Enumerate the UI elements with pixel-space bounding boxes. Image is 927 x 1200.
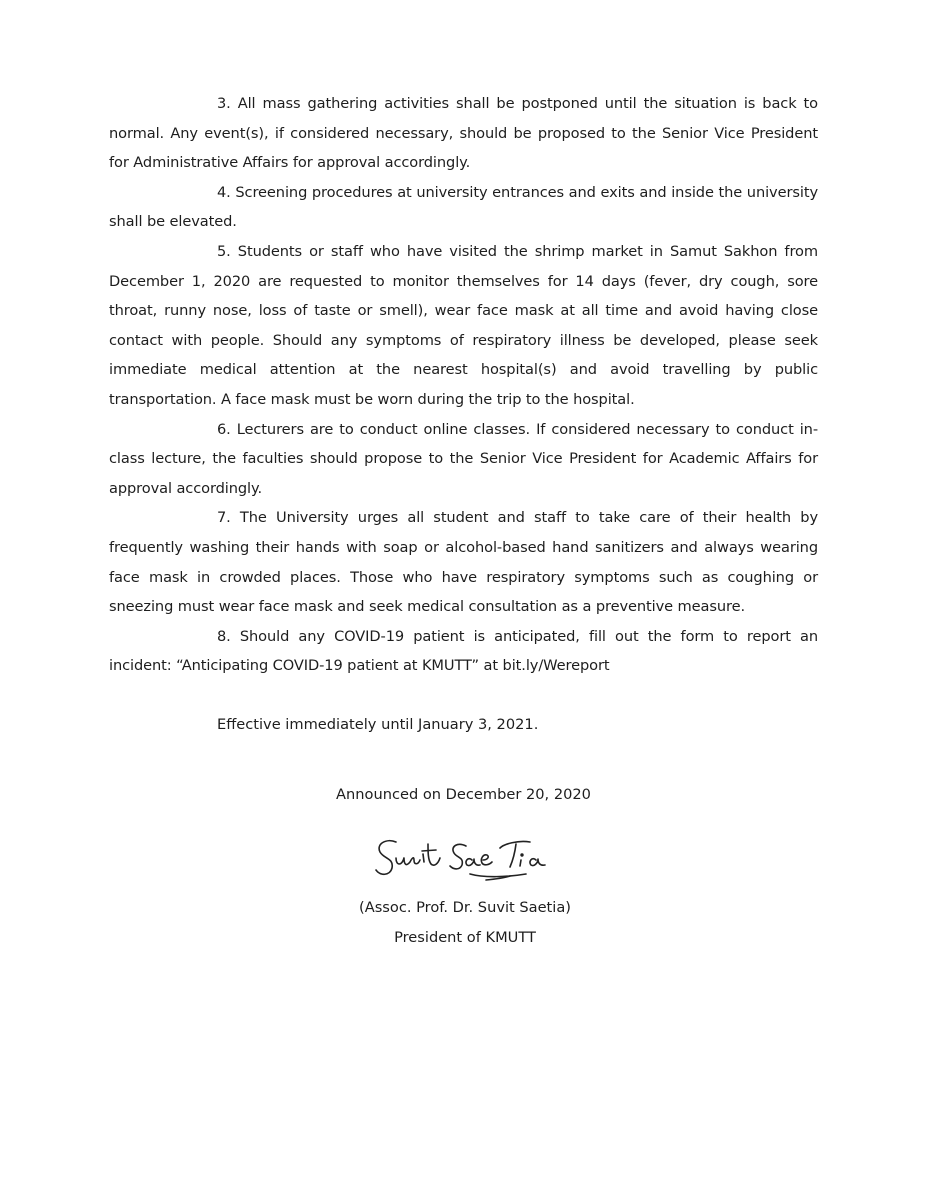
paragraph-item-3: 3. All mass gathering activities shall be postponed until the situation is back to normal. Any event(s), if considered necessary, should be proposed to the Senior Vice President for Administrative Affairs for approval accordingly. <box>109 95 818 172</box>
paragraph-item-4: 4. Screening procedures at university entrances and exits and inside the university shall be elevated. <box>109 183 818 231</box>
paragraph-item-5: 5. Students or staff who have visited the shrimp market in Samut Sakhon from December 1, 2020 are requested to monitor themselves for 14 days (fever, dry cough, sore throat, runny nose, loss of taste or smell), wear face mask at all time and avoid having close contact with people. Should any symptoms of respiratory illness be developed, please seek immediate medical attention at the nearest hospital(s) and avoid travelling by public transportation. A face mask must be worn during the trip to the hospital. <box>109 242 818 408</box>
announcement-date-line: Announced on December 20, 2020 <box>336 786 591 803</box>
signer-name: (Assoc. Prof. Dr. Suvit Saetia) <box>359 899 571 916</box>
signer-title: President of KMUTT <box>394 928 536 946</box>
handwritten-signature <box>368 832 558 884</box>
paragraph-item-7: 7. The University urges all student and staff to take care of their health by frequently washing their hands with soap or alcohol-based hand sanitizers and always wearing face mask in crowded places. Those who have respiratory symptoms such as coughing or sneezing must wear face mask and seek medical consultation as a preventive measure. <box>109 509 818 616</box>
paragraph-item-8: 8. Should any COVID-19 patient is anticipated, fill out the form to report an incident: “Anticipating COVID-19 patient at KMUTT” at bit.ly/Wereport <box>109 627 818 675</box>
document-body <box>109 89 818 681</box>
signer-block <box>320 893 610 952</box>
paragraph-item-6: 6. Lecturers are to conduct online classes. If considered necessary to conduct in-class lecture, the faculties should propose to the Senior Vice President for Academic Affairs for approval accordingly. <box>109 420 818 497</box>
effective-date-line: Effective immediately until January 3, 2021. <box>217 716 539 733</box>
